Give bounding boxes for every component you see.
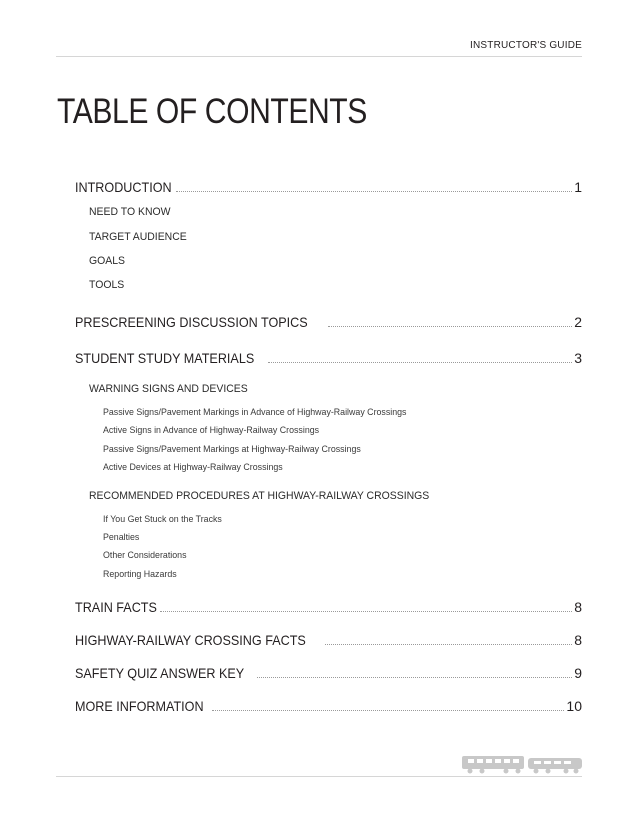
toc-entry-quiz-key[interactable] [75, 665, 582, 681]
toc-page-number: 9 [574, 665, 582, 681]
header-rule [56, 56, 582, 57]
toc-leader [328, 325, 573, 327]
toc-entry-label: MORE INFORMATION [75, 698, 204, 714]
toc-page-number: 8 [574, 632, 582, 648]
toc-entry-student-study[interactable] [75, 350, 582, 366]
toc-subsubentry[interactable]: Penalties [103, 532, 140, 543]
toc-subentry[interactable]: TARGET AUDIENCE [89, 231, 187, 243]
toc-subsubentry[interactable]: Active Devices at Highway-Railway Crossings [103, 462, 283, 473]
toc-subsubentry[interactable]: Other Considerations [103, 550, 187, 561]
toc-entry-label: STUDENT STUDY MATERIALS [75, 350, 255, 366]
toc-page-number: 8 [574, 599, 582, 615]
toc-subsubentry[interactable]: Active Signs in Advance of Highway-Railway Crossings [103, 425, 320, 436]
toc-leader [268, 361, 572, 363]
toc-subentry-procedures[interactable]: RECOMMENDED PROCEDURES AT HIGHWAY-RAILWAY CROSSINGS [89, 490, 430, 502]
toc-entry-label: PRESCREENING DISCUSSION TOPICS [75, 314, 308, 330]
toc-subentry-warning[interactable]: WARNING SIGNS AND DEVICES [89, 383, 248, 395]
toc-entry-label: INTRODUCTION [75, 179, 172, 195]
footer-rule [56, 776, 582, 777]
toc-entry-label: TRAIN FACTS [75, 599, 157, 615]
toc-page-number: 3 [574, 350, 582, 366]
toc-page-number: 2 [574, 314, 582, 330]
toc-subsubentry[interactable]: If You Get Stuck on the Tracks [103, 514, 222, 525]
toc-entry-prescreening[interactable] [75, 314, 582, 330]
toc-leader [160, 610, 572, 612]
page-title: TABLE OF CONTENTS [57, 92, 367, 131]
toc-entry-label: HIGHWAY-RAILWAY CROSSING FACTS [75, 632, 306, 648]
train-icon [462, 753, 582, 775]
toc-entry-train-facts[interactable] [75, 599, 582, 615]
toc-leader [212, 709, 565, 711]
toc-leader [325, 643, 572, 645]
toc-entry-introduction[interactable] [75, 179, 582, 195]
toc-subsubentry[interactable]: Passive Signs/Pavement Markings in Advance of Highway-Railway Crossings [103, 407, 407, 418]
toc-entry-more-info[interactable] [75, 698, 582, 714]
toc-subentry[interactable]: TOOLS [89, 279, 125, 291]
toc-subentry[interactable]: GOALS [89, 255, 126, 267]
toc-entry-label: SAFETY QUIZ ANSWER KEY [75, 665, 245, 681]
toc-subsubentry[interactable]: Passive Signs/Pavement Markings at Highway-Railway Crossings [103, 444, 361, 455]
header-label: INSTRUCTOR'S GUIDE [470, 40, 582, 51]
toc-page-number: 1 [574, 179, 582, 195]
toc-page-number: 10 [566, 698, 582, 714]
toc-subsubentry[interactable]: Reporting Hazards [103, 569, 177, 580]
toc-subentry[interactable]: NEED TO KNOW [89, 206, 171, 218]
toc-entry-crossing-facts[interactable] [75, 632, 582, 648]
toc-leader [176, 190, 572, 192]
toc-leader [257, 676, 572, 678]
